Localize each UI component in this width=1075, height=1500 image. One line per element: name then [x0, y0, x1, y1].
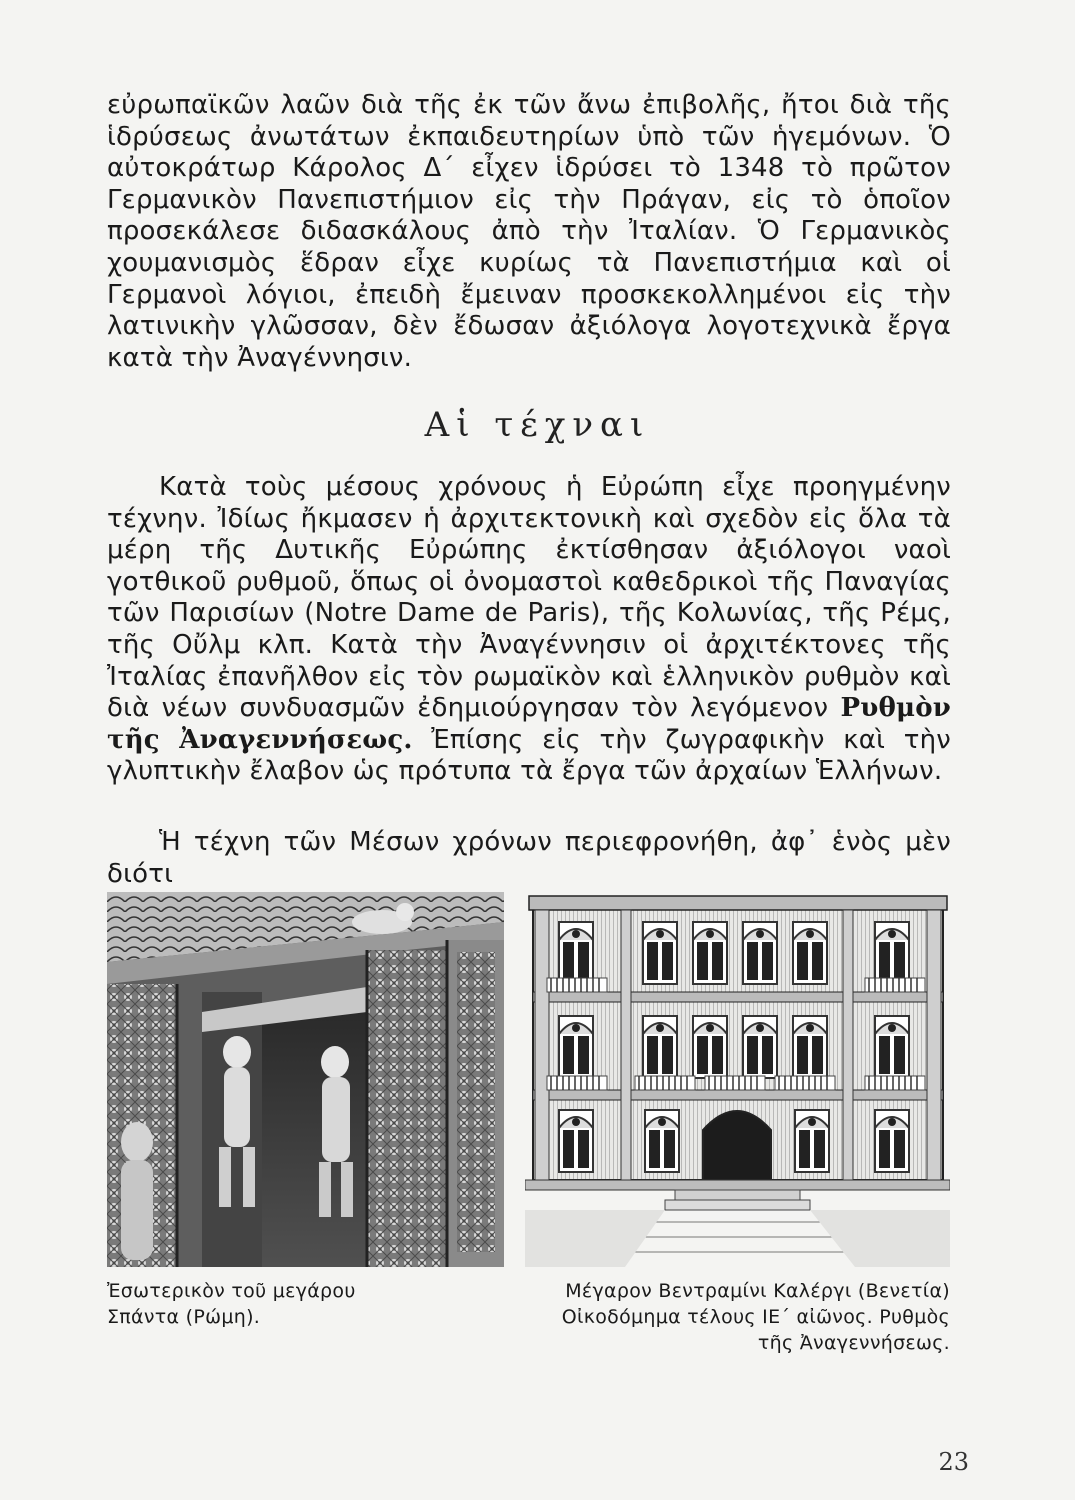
photo-palazzo-spada-interior: [107, 892, 504, 1267]
interior-illustration: [107, 892, 504, 1267]
caption-left-line1: Ἐσωτερικὸν τοῦ μεγάρου: [107, 1280, 356, 1302]
bold-term: Ρυθμὸν τῆς Ἀναγεννήσεως.: [107, 693, 951, 755]
paragraph-arts-start: Κατὰ τοὺς μέσους χρόνους ἡ Εὐρώπη εἶχε προηγμένην τέχνην. Ἰδίως ἤκμασεν ἡ ἀρχιτεκτονικὴ καὶ σχεδὸν εἰς ὅλα τὰ μέρη τῆς Δυτικῆς Εὐρώπης ἐκτίσθησαν ἀξιόλογοι ναοὶ γοτθικοῦ ρυθμοῦ, ὅπως οἱ ὀνομαστοὶ καθεδρικοὶ τῆς Παναγίας τῶν Παρισίων (Notre Dame de Paris), τῆς Κολωνίας, τῆς Ρέμς, τῆς Οὔλμ κλπ. Κατὰ τὴν Ἀναγέννησιν οἱ ἀρχιτέκτονες τῆς Ἰταλίας ἐπανῆλθον εἰς τὸν ρωμαϊκὸν καὶ ἑλληνικὸν ρυθμὸν καὶ διὰ νέων συνδυασμῶν ἐδημιούργησαν τὸν λεγόμενον: [107, 472, 951, 724]
caption-right-line2: Οἰκοδόμημα τέλους ΙΕ΄ αἰῶνος. Ρυθμὸς: [561, 1306, 950, 1328]
section-heading: Αἱ τέχναι: [424, 405, 651, 445]
paragraph-arts-end: Ἐπίσης εἰς τὴν ζωγραφικὴν καὶ τὴν γλυπτικὴν ἔλαβον ὡς πρότυπα τὰ ἔργα τῶν ἀρχαίων Ἑλλήνων.: [107, 724, 951, 787]
caption-right: [525, 1278, 950, 1356]
paragraph-intro-text: εὐρωπαϊκῶν λαῶν διὰ τῆς ἐκ τῶν ἄνω ἐπιβολῆς, ἤτοι διὰ τῆς ἱδρύσεως ἀνωτάτων ἐκπαιδευτηρίων ὑπὸ τῶν ἡγεμόνων. Ὁ αὐτοκράτωρ Κάρολος Δ΄ εἶχεν ἱδρύσει τὸ 1348 τὸ πρῶτον Γερμανικὸν Πανεπιστήμιον εἰς τὴν Πράγαν, εἰς τὸ ὁποῖον προσεκάλεσε διδασκάλους ἀπὸ τὴν Ἰταλίαν. Ὁ Γερμανικὸς χουμανισμὸς ἕδραν εἶχε κυρίως τὰ Πανεπιστήμια καὶ οἱ Γερμανοὶ λόγιοι, ἐπειδὴ ἔμειναν προσκεκολλημένοι εἰς τὴν λατινικὴν γλῶσσαν, δὲν ἔδωσαν ἀξιόλογα λογοτεχνικὰ ἔργα κατὰ τὴν Ἀναγέννησιν.: [107, 90, 951, 373]
paragraph-arts: [107, 472, 951, 788]
paragraph-continuation: [107, 827, 951, 890]
caption-right-line1: Μέγαρον Βεντραμίνι Καλέργι (Βενετία): [565, 1280, 950, 1302]
caption-right-line3: τῆς Ἀναγεννήσεως.: [757, 1332, 950, 1354]
caption-left: [107, 1278, 507, 1330]
drawing-palazzo-vendramin-facade: [525, 892, 950, 1267]
paragraph-continuation-text: Ἡ τέχνη τῶν Μέσων χρόνων περιεφρονήθη, ἀφ᾽ ἑνὸς μὲν διότι: [107, 827, 951, 889]
facade-illustration: [525, 892, 950, 1267]
paragraph-intro: [107, 90, 951, 374]
paragraph-arts-text: [107, 472, 951, 788]
page-number: 23: [938, 1448, 969, 1476]
caption-left-line2: Σπάντα (Ρώμη).: [107, 1306, 261, 1328]
